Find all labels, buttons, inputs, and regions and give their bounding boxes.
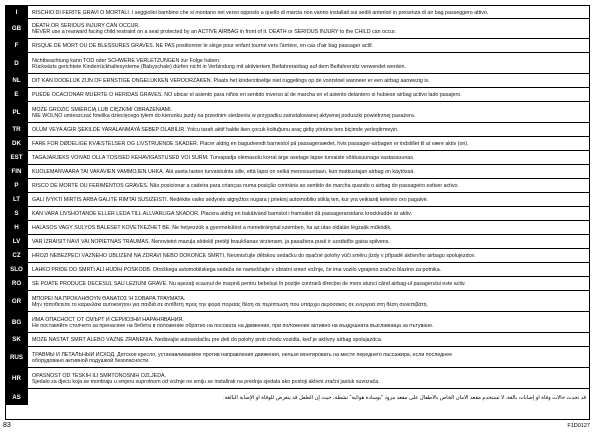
warning-text: GALI ĮVYKTI MIRTIS ARBA GALITE RIMTAI SUSIŽEISTI. Nedėkite vaiko sėdynės atgręžtos nugara į priekinį automobilio stiklą ten, kur yra veikiantį keleivio oro pagalvė. [32,197,429,203]
language-code: GR [6,291,28,311]
warning-text: Nichtbeachtung kann TOD oder SCHWERE VERLETZUNGEN zur Folge haben. Rückwärts gerichtete Kinderrückhaltesysteme (Babyschale) dürfen nicht in Verbindung mit aktiviertem Beifahrerairbag auf dem Beifahrersitz verwendet werden. [32,57,406,70]
warning-text: ΜΠΟΡΕΙ ΝΑ ΠΡΟΚΛΗΘΟΥΝ ΘΑΝΑΤΟΣ Ή ΣΟΒΑΡΑ ΤΡΑΥΜΑΤΑ. Μην τοποθετείτε το καρεκλάκι αυτοκινήτου για παιδιά σε αντίθετη προς την φορά πορείας θέση σε περίπτωση που υπάρχει αερόσακος σε ενεργεια στη θέση συνεπιβάτη. [32,295,428,308]
language-code: D [6,53,28,73]
language-code: PL [6,102,28,122]
language-code: NL [6,74,28,87]
warning-text: ÖLÜM VEYA AĞIR ŞEKİLDE YARALANMAYA SEBEP OLABİLİR. Yolcu tarafı aktif halde iken çocuk koltuğunu araç gidiş yönüne ters biçimde yerleştirmeyin. [32,127,399,133]
warning-text: TAGAJÄRJEKS VÕIVAD OLLA TÕSISED KEHAVIGASTUSED VÕI SURM. Turvapadja olemasolu korral ärge asetage lapse turvaiste sõidusuunaga vastassuunas. [32,155,415,161]
page-footer [0,422,598,433]
warning-text: KUOLEMANVAARA TAI VAKAVIEN VAMMOJEN UHKA. Älä aseta lasten turvaistuinta sille, että lapsi on selkä menosuuntaan, kun matkustajan airbag on käytössä. [32,169,415,175]
language-code: LV [6,235,28,248]
warning-row-hr [6,368,589,389]
warning-text: قد تحدث حالات وفاة أو إصابات بالغة. لا تستخدم مقعد الأمان الخاص بالأطفال على مقعد مزود "بوسادة هوائية" نشطة، حيث إن الطفل قد يتعرض للوفاة أو الإصابة البالغة. [223,394,586,401]
language-code: I [6,6,28,18]
language-code: AS [6,389,28,405]
warning-row-i [6,6,589,19]
language-code: P [6,179,28,192]
warning-row-dk [6,137,589,151]
warning-row-as [6,389,589,405]
language-code: RO [6,277,28,290]
language-code: HR [6,368,28,388]
warning-row-cz [6,249,589,263]
language-code: GB [6,19,28,38]
warning-text: OPASNOST OD TEŠKIH ILI SMRTONOSNIH OZLJEDA. Sjedalo za djecu koja se montiraju u smjeru suprotnom od vožnje ne smiju se instalirati na prednja sjedala ako postoji aktivni zračni jastuk suvozača. [32,372,380,385]
warning-text: RISCO DE MORTE OU FERIMENTOS GRAVES. Não posicionar a cadeira para crianças numa posição contrária ao sentido de marcha quando o airbag do passageiro estiver activo. [32,183,459,189]
warning-text: PUEDE OCACIONAR MUERTE O HERIDAS GRAVES. NO ubicar el asiento para niños en sentido inverso al de marcha en el asiento delantero si hubiese airbag activo lado pasajero. [32,92,462,98]
warning-text: KAN VARA LIVSHOTANDE ELLER LEDA TILL ALLVARLIGA SKADOR. Placera aldrig en bakåtvänd barnstol i framsätet då passagerarsidans krockkudde är aktiv. [32,211,412,217]
warning-row-e [6,88,589,102]
reference-code: F1D0127 [567,423,590,429]
language-code: RUS [6,347,28,367]
warning-row-tr [6,123,589,137]
language-code: H [6,221,28,234]
warning-text: HALÁSOS VAGY SÚLYOS BALESET KÖVETKEZHET BE. Ne helyezzük a gyermekülést a menetiránynal szemben, ha az utas oldalán légzsák működik. [32,225,392,231]
warning-row-fin [6,165,589,179]
language-code: DK [6,137,28,150]
warning-text: LAHKO PRIDE DO SMRTI ALI HUDIH POŠKODB. Otroškega avtomobilskega sedeža ne nameščajte v obratni smeri vožnje, če ima vozilo vgrajeno zračno blazino za potnika. [32,267,442,273]
warning-row-est [6,151,589,165]
warning-row-pl [6,102,589,123]
warning-row-lt [6,193,589,207]
language-code: BG [6,312,28,332]
warning-text: DEATH OR SERIOUS INJURY CAN OCCUR. NEVER use a rearward facing child restraint on a seat protected by an ACTIVE AIRBAG in front of it. DEATH or SERIOUS INJURY to the CHILD can occur. [32,23,397,35]
warning-text: MÔŽE NASTAŤ SMRŤ ALEBO VÁŽNE ZRANENIA. Nedávajte autosedačku pre deti do polohy proti chodu vozidla, keď je aktívny airbag spolujazdca. [32,337,383,343]
language-code: SLO [6,263,28,276]
warning-row-p [6,179,589,193]
page-number: 83 [3,422,11,429]
warning-text: VAR IZRAISĪT NĀVI VAI NOPIETNAS TRAUMAS. Nenovietot mazuļa sēdekli pretēji braukšanas virzienam, ja pasažiera pusē ir uzstādīts gaisa spilvens. [32,239,390,245]
warning-row-bg [6,312,589,333]
language-code: FIN [6,165,28,178]
warning-row-f [6,39,589,53]
warning-row-rus [6,347,589,368]
warning-text: FARE FOR DØDELIGE KVÆSTELSER OG LIVSTRUENDE SKADER. Placer aldrig en bagudvendt barnestol på passagersædet, hvis passager-airbagen er indstillet til at være aktiv (on). [32,141,469,147]
warning-row-sk [6,333,589,347]
warning-text: ИМА ОПАСНОСТ ОТ СМЪРТ И СЕРИОЗНИ НАРАНЯВАНИЯ. Не поставяйте столчето за пренасяне на бебета в положение обратно на посоката на движение, при положение активно на въздушната възглавница за пътуване. [32,316,434,329]
language-code: SK [6,333,28,346]
language-code: EST [6,151,28,164]
warning-text: MOŻE GROZIĆ ŚMIERCIĄ LUB CIĘŻKIMI OBRAŻENIAMI. NIE WOLNO umieszczać fotelika dziecięcego tyłem do kierunku jazdy na przednim siedzeniu w przypadku zainstalowanej aktywnej poduszki powietrznej pasażera. [32,106,416,119]
warning-row-slo [6,263,589,277]
language-code: LT [6,193,28,206]
warning-row-gb [6,19,589,39]
warning-text: HROZÍ NEBEZPEČÍ VÁŽNÉHO ÚBLIŽENÍ NA ZDRAVÍ NEBO DOKONCE SMRTI. Neumisťujte dětskou sedačku do opačné polohy vůči směru jízdy v případě aktivního airbagu spolujezdce. [32,253,476,259]
language-code: CZ [6,249,28,262]
language-code: E [6,88,28,101]
language-code: S [6,207,28,220]
warning-row-gr [6,291,589,312]
warning-text: ТРАВМЫ И ЛЕТАЛЬНЫЙ ИСХОД. Детское кресло, устанавливаемое против направления движения, нельзя монтировать на месте переднего пассажира, если последнее оборудовано активной подушкой безопасности. [32,351,453,364]
airbag-warning-table [5,5,590,420]
warning-row-ro [6,277,589,291]
warning-row-nl [6,74,589,88]
warning-row-lv [6,235,589,249]
warning-text: DIT KAN DODELIJK ZIJN OF ERNSTIGE ONGELUKKEN VEROORZAKEN. Plaats het kinderzitoeltje niet ruggelings op de voorstoel wanneer er een airbag aanwezig is. [32,78,430,84]
warning-text: RISQUE DE MORT OU DE BLESSURES GRAVES. NE PAS positionner le siège pour enfant tourné vers l'arrière, en cas d'air bag passager actif. [32,43,374,49]
warning-row-s [6,207,589,221]
warning-text: RISCHIO DI FERITE GRAVI O MORTALI. I seggiolini bambino che si montano nel verso opposto a quello di marcia non vanno installati sui sedili anteriori in presenza di air bag passeggero attivo. [32,9,489,16]
language-code: F [6,39,28,52]
language-code: TR [6,123,28,136]
warning-text: SE POATE PRODUCE DECESUL SAU LEZIUNI GRAVE. Nu așezați scaunul de mașină pentru bebeluși în poziție contrară direcției de mers atunci când airbag-ul pasagerului este activ. [32,281,466,287]
warning-row-d [6,53,589,74]
warning-row-h [6,221,589,235]
